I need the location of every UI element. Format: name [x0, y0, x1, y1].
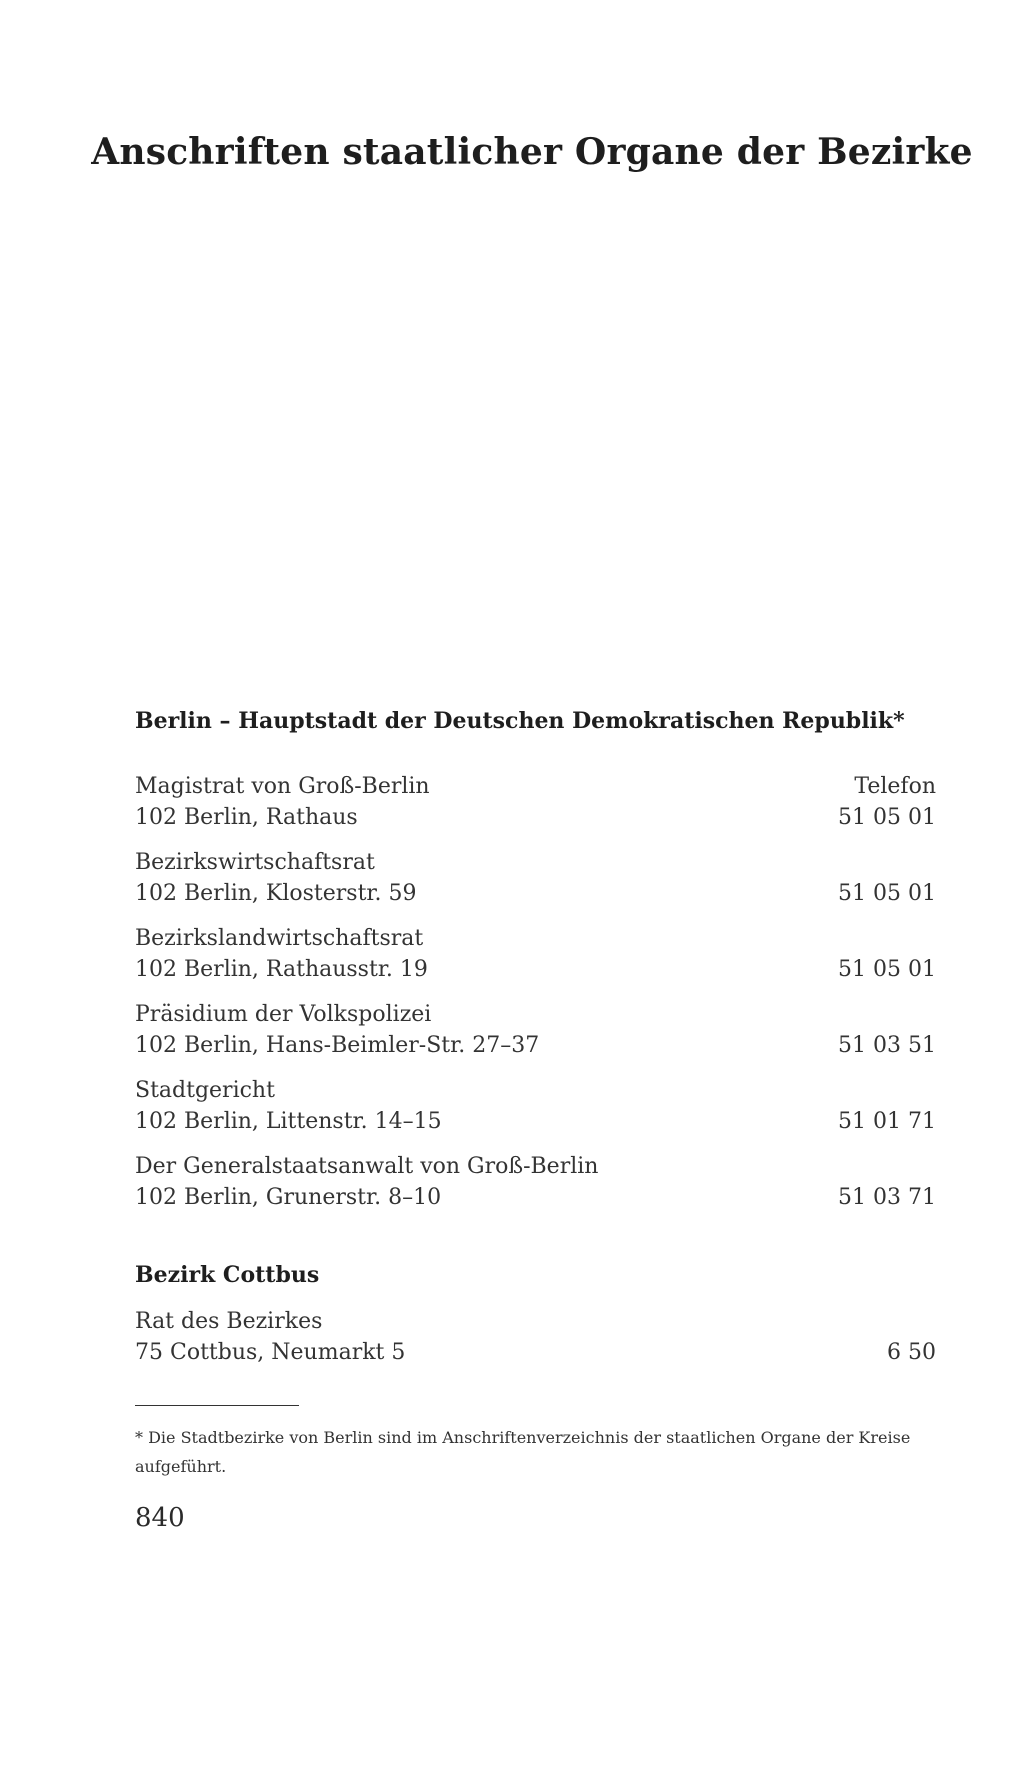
address-entry [135, 1075, 936, 1137]
entry-address: 102 Berlin, Rathaus 51 05 01 [135, 802, 936, 833]
page-number: 840 [135, 1503, 185, 1533]
entry-phone: 51 05 01 [838, 881, 936, 906]
entry-name: Bezirkswirtschaftsrat [135, 850, 375, 875]
entry-phone: 6 50 [887, 1340, 936, 1365]
entry-address: 75 Cottbus, Neumarkt 5 6 50 [135, 1337, 936, 1368]
address-entry [135, 999, 936, 1061]
footnote-divider [135, 1405, 299, 1406]
address-entry [135, 847, 936, 909]
page-title: Anschriften staatlicher Organe der Bezirke [91, 131, 973, 174]
footnote: * Die Stadtbezirke von Berlin sind im Anschriftenverzeichnis der staatlichen Organe der Kreise aufgeführt. [135, 1428, 911, 1476]
address-entry [135, 771, 936, 833]
entry-name: Bezirkslandwirtschaftsrat [135, 926, 424, 951]
entry-address: 102 Berlin, Grunerstr. 8–10 51 03 71 [135, 1182, 936, 1213]
section-heading-cottbus: Bezirk Cottbus [135, 1262, 320, 1288]
entry-address: 102 Berlin, Klosterstr. 59 51 05 01 [135, 878, 936, 909]
entry-name: Präsidium der Volkspolizei [135, 1002, 432, 1027]
entry-phone: 51 05 01 [838, 957, 936, 982]
entry-address: 102 Berlin, Littenstr. 14–15 51 01 71 [135, 1106, 936, 1137]
entry-name: Stadtgericht [135, 1078, 275, 1103]
address-entry [135, 1306, 936, 1368]
entry-phone: 51 03 51 [838, 1033, 936, 1058]
section-heading-berlin: Berlin – Hauptstadt der Deutschen Demokratischen Republik* [135, 708, 905, 734]
entry-address: 102 Berlin, Rathausstr. 19 51 05 01 [135, 954, 936, 985]
address-entry [135, 923, 936, 985]
entry-phone: 51 01 71 [838, 1109, 936, 1134]
entry-address: 102 Berlin, Hans-Beimler-Str. 27–37 51 03 51 [135, 1030, 936, 1061]
entry-name: Der Generalstaatsanwalt von Groß-Berlin [135, 1154, 599, 1179]
address-entry [135, 1151, 936, 1213]
phone-column-header: Telefon [854, 774, 936, 799]
entry-phone: 51 05 01 [838, 805, 936, 830]
entry-name: Rat des Bezirkes [135, 1309, 323, 1334]
entry-name: Magistrat von Groß-Berlin Telefon [135, 771, 936, 802]
entry-phone: 51 03 71 [838, 1185, 936, 1210]
